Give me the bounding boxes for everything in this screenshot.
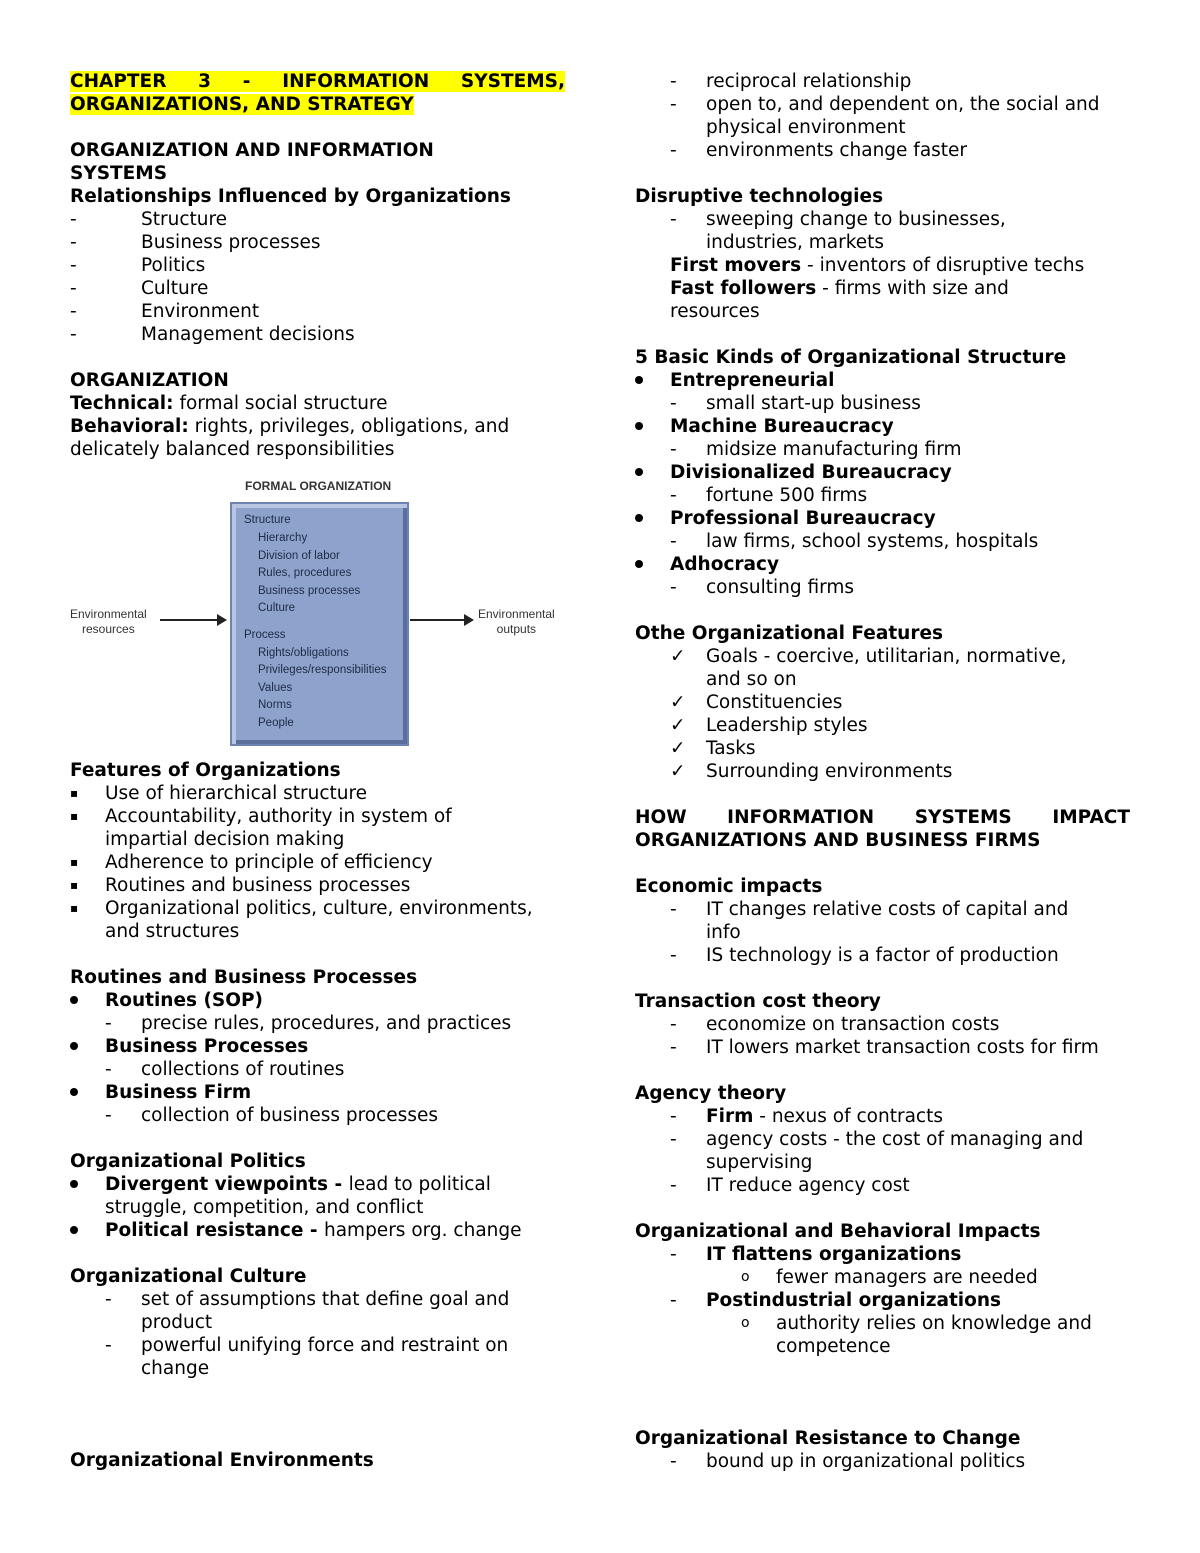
list-item: - collections of routines [105,1059,345,1080]
list-item: Routines (SOP) [70,989,565,1012]
list-item-continuation: physical environment [706,117,906,138]
list-item: - midsize manufacturing firm [670,439,962,460]
list-item: ✓ Tasks [635,737,1130,760]
figure-box-line: Division of labor [258,550,340,562]
list-item: Adhocracy [635,553,1130,576]
formal-organization-box [230,502,409,746]
chapter-title-line-1: CHAPTER 3 - INFORMATION SYSTEMS, [70,71,565,92]
other-features-heading: Othe Organizational Features [635,623,944,644]
list-item-continuation: supervising [706,1152,813,1173]
list-item: - Postindustrial organizations [670,1290,1002,1311]
list-item: - sweeping change to businesses, [670,209,1006,230]
list-item: - IT changes relative costs of capital and [670,899,1069,920]
list-item: - IT flattens organizations [670,1244,962,1265]
list-item: - IS technology is a factor of production [670,945,1059,966]
impact-heading-line-2: ORGANIZATIONS AND BUSINESS FIRMS [635,830,1041,851]
behavioral-line: Behavioral: rights, privileges, obligations, and [70,416,510,437]
right-column [635,70,1130,1473]
list-item: - Structure [70,209,228,230]
figure-box-line: Business processes [258,585,361,597]
list-item: - reciprocal relationship [670,71,912,92]
list-item: - environments change faster [670,140,968,161]
list-item: Business Processes [70,1035,565,1058]
list-item: - agency costs - the cost of managing and [670,1129,1084,1150]
org-is-heading-line-2: SYSTEMS [70,163,168,184]
figure-title: FORMAL ORGANIZATION [245,479,392,493]
list-item: Divergent viewpoints - lead to political [70,1173,565,1196]
output-arrow [410,619,472,621]
list-item: Business Firm [70,1081,565,1104]
chapter-title-line-2: ORGANIZATIONS, AND STRATEGY [70,94,414,115]
list-item: Political resistance - hampers org. change [70,1219,565,1242]
list-item: ✓ Surrounding environments [635,760,1130,783]
input-arrow [160,619,225,621]
environments-heading: Organizational Environments [70,1450,374,1471]
list-item: - Environment [70,301,260,322]
list-item: - Management decisions [70,324,355,345]
left-column [70,70,565,1472]
checkmark-icon: ✓ [670,715,686,736]
list-item: - bound up in organizational politics [670,1451,1026,1472]
impact-heading-line-1: HOW INFORMATION SYSTEMS IMPACT [635,807,1130,828]
technical-line: Technical: formal social structure [70,393,388,414]
resistance-heading: Organizational Resistance to Change [635,1428,1021,1449]
figure-box-line: Structure [244,514,291,526]
features-heading: Features of Organizations [70,760,341,781]
formal-organization-figure [70,469,565,759]
culture-heading: Organizational Culture [70,1266,307,1287]
economic-heading: Economic impacts [635,876,823,897]
checkmark-icon: ✓ [670,646,686,667]
list-item-continuation: product [141,1312,213,1333]
list-item: - IT lowers market transaction costs for firm [670,1037,1099,1058]
list-item-continuation: competence [776,1336,891,1357]
list-item: Professional Bureaucracy [635,507,1130,530]
figure-box-line: Hierarchy [258,532,308,544]
disruptive-heading: Disruptive technologies [635,186,884,207]
checkmark-icon: ✓ [670,692,686,713]
list-item: ▪ Use of hierarchical structure [70,783,368,804]
organization-heading: ORGANIZATION [70,370,229,391]
fast-followers-line-2: resources [670,301,760,322]
figure-box-line: Values [258,682,293,694]
behavioral-line-2: delicately balanced responsibilities [70,439,395,460]
list-item: ✓ Leadership styles [635,714,1130,737]
list-item: Divisionalized Bureaucracy [635,461,1130,484]
fast-followers-line: Fast followers - firms with size and [670,278,1009,299]
list-item: ▪ Organizational politics, culture, environments, [70,898,533,919]
list-item-continuation: and so on [706,669,797,690]
checkmark-icon: ✓ [670,738,686,759]
list-item: - law firms, school systems, hospitals [670,531,1039,552]
list-item: o authority relies on knowledge and [741,1313,1092,1334]
org-is-heading-line-1: ORGANIZATION AND INFORMATION [70,140,434,161]
list-item: - collection of business processes [105,1105,438,1126]
list-item-continuation: struggle, competition, and conflict [105,1197,424,1218]
list-item-continuation: and structures [105,921,240,942]
figure-box-line: Rights/obligations [258,647,349,659]
list-item: ▪ Accountability, authority in system of [70,806,452,827]
kinds-heading: 5 Basic Kinds of Organizational Structure [635,347,1067,368]
list-item: - Firm - nexus of contracts [670,1106,943,1127]
list-item: - Business processes [70,232,321,253]
list-item: ▪ Routines and business processes [70,875,411,896]
list-item: - fortune 500 firms [670,485,868,506]
list-item: Machine Bureaucracy [635,415,1130,438]
checkmark-icon: ✓ [670,761,686,782]
relationships-heading: Relationships Influenced by Organizations [70,186,511,207]
politics-heading: Organizational Politics [70,1151,306,1172]
list-item-continuation: change [141,1358,210,1379]
figure-box-line: Norms [258,699,292,711]
list-item: ▪ Adherence to principle of efficiency [70,852,433,873]
list-item: - set of assumptions that define goal and [105,1289,510,1310]
routines-heading: Routines and Business Processes [70,967,418,988]
list-item: - powerful unifying force and restraint on [105,1335,509,1356]
list-item: - IT reduce agency cost [670,1175,910,1196]
list-item: - small start-up business [670,393,921,414]
figure-right-label: Environmental outputs [478,607,555,636]
list-item: - Politics [70,255,206,276]
figure-box-line: Privileges/responsibilities [258,664,387,676]
agency-heading: Agency theory [635,1083,787,1104]
behavioral-impacts-heading: Organizational and Behavioral Impacts [635,1221,1041,1242]
figure-box-line: Process [244,629,286,641]
list-item: Entrepreneurial [635,369,1130,392]
list-item: ✓ Constituencies [635,691,1130,714]
list-item-continuation: industries, markets [706,232,885,253]
transaction-heading: Transaction cost theory [635,991,881,1012]
figure-box-line: Culture [258,602,296,614]
list-item-continuation: info [706,922,741,943]
figure-box-line: Rules, procedures [258,567,352,579]
list-item: - open to, and dependent on, the social and [670,94,1100,115]
list-item: ✓ Goals - coercive, utilitarian, normative, [635,645,1130,668]
list-item: - consulting firms [670,577,855,598]
list-item: - Culture [70,278,209,299]
figure-box-line: People [258,717,294,729]
list-item: o fewer managers are needed [741,1267,1038,1288]
list-item-continuation: impartial decision making [105,829,345,850]
first-movers-line: First movers - inventors of disruptive techs [670,255,1085,276]
list-item: - economize on transaction costs [670,1014,1000,1035]
list-item: - precise rules, procedures, and practices [105,1013,512,1034]
figure-left-label: Environmental resources [70,607,147,636]
